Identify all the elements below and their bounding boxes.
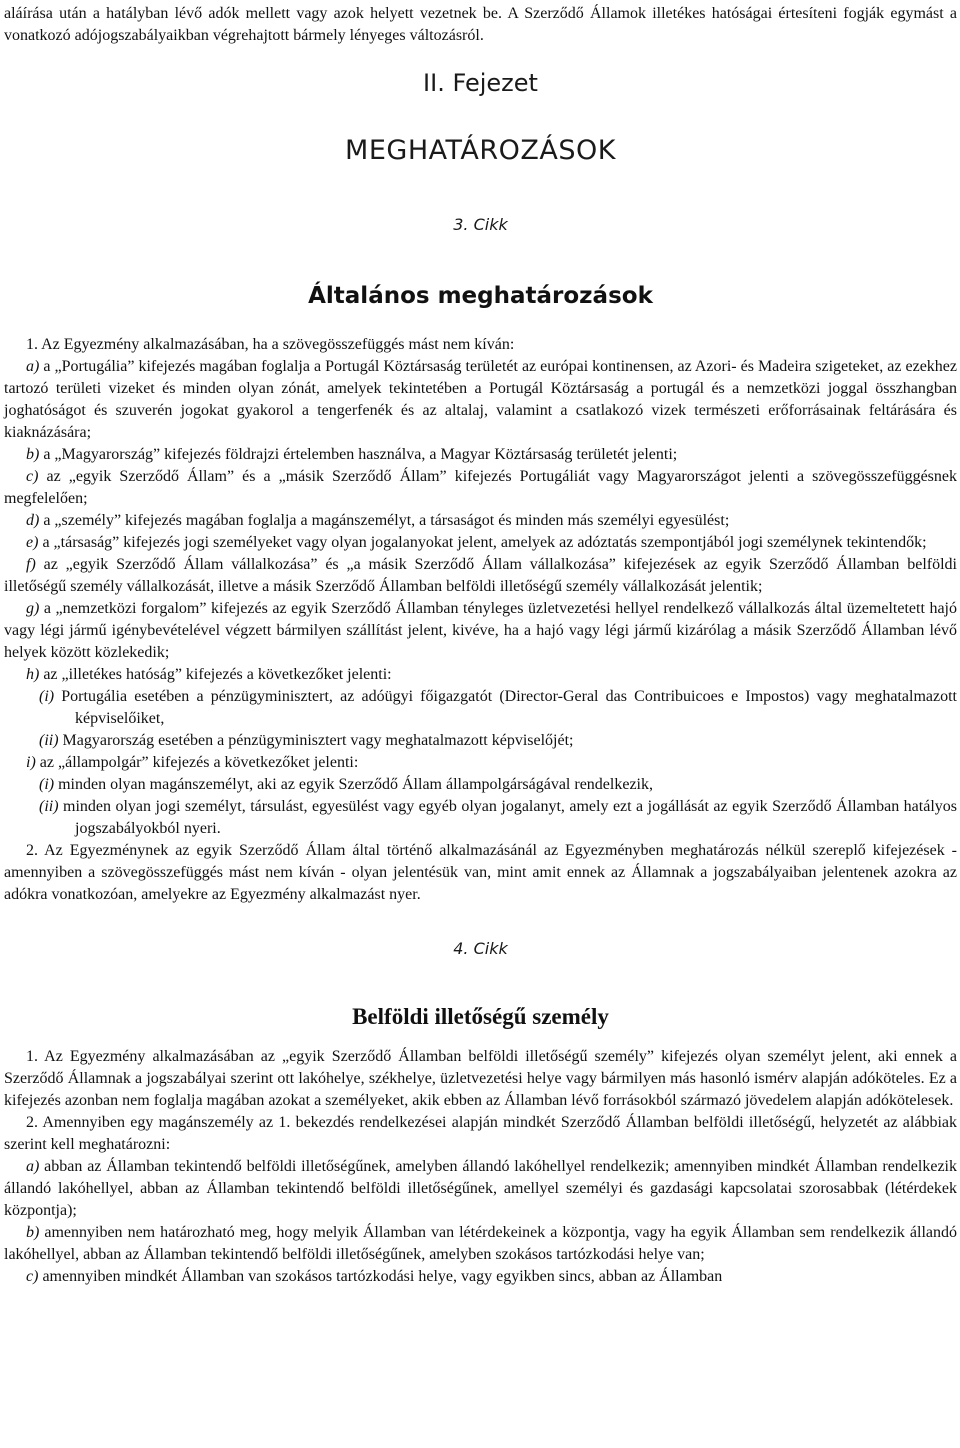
article-4-paragraph-1: 1. Az Egyezmény alkalmazásában az „egyik Szerződő Államban belföldi illetőségű személy” kifejezés olyan személyt jelent, aki ennek a Szerződő Államnak a jogszabályai szerint ott lakóhelye, székhelye, üzletvezetési helye vagy bármilyen más hasonló ismérv alapján adóköteles. Ez a kifejezés azonban nem foglalja magában azokat a személyeket, akik ebben az Államban lévő forrásokból származó jövedelem alapján adókötelesek. bbox=[4, 1048, 957, 1109]
article-3-label: 3. Cikk bbox=[453, 215, 508, 234]
residence-rule-a-label: a) bbox=[26, 1158, 40, 1175]
definition-i-sub-i-label: (i) bbox=[39, 776, 55, 793]
definition-g-label: g) bbox=[26, 600, 40, 617]
article-4-body bbox=[4, 1046, 957, 1288]
article-3-title: Általános meghatározások bbox=[308, 283, 653, 309]
article-4-title: Belföldi illetőségű személy bbox=[352, 1004, 609, 1029]
article-3-paragraph-2: 2. Az Egyezménynek az egyik Szerződő Állam által történő alkalmazásánál az Egyezményben meghatározás nélkül szereplő kifejezések - amennyiben a szövegösszefüggés mást nem kíván - olyan jelentésük van, mint amit ennek az Államnak a jogszabályaiban jelentenek azokra az adókra vonatkozóan, amelyekre az Egyezmény alkalmazást nyer. bbox=[4, 842, 957, 903]
definition-h-sub-i bbox=[4, 686, 957, 730]
residence-rule-a-text: abban az Államban tekintendő belföldi illetőségűnek, amelyben állandó lakóhellyel rendelkezik; amennyiben mindkét Államban rendelkezik állandó lakóhellyel, abban az Államban tekintendő belföldi illetőségűnek, amellyel személyi és gazdasági kapcsolatai szorosabbak (létérdekek központja); bbox=[4, 1158, 957, 1219]
definition-e-text: a „társaság” kifejezés jogi személyeket vagy olyan jogalanyokat jelent, amelyek az adóztatás szempontjából jogi személynek tekintendők; bbox=[38, 534, 927, 551]
residence-rule-b bbox=[4, 1222, 957, 1266]
residence-rule-b-label: b) bbox=[26, 1224, 40, 1241]
residence-rule-b-text: amennyiben nem határozható meg, hogy melyik Államban van létérdekeinek a központja, vagy ha egyik Államban sem rendelkezik állandó lakóhellyel, abban az Államban tekintendő belföldi illetőségűnek, amelyben szokásos tartózkodási helye van; bbox=[4, 1224, 957, 1263]
definition-h-label: h) bbox=[26, 666, 40, 683]
definition-i bbox=[4, 752, 957, 774]
residence-rule-c bbox=[4, 1266, 957, 1288]
definition-i-sub-ii-label: (ii) bbox=[39, 798, 59, 815]
definition-h-sub-i-text: Portugália esetében a pénzügyminisztert, az adóügyi főigazgatót (Director-Geral das Contribuicoes e Impostos) vagy meghatalmazott képviselőiket, bbox=[54, 688, 957, 727]
article-3-body bbox=[4, 334, 957, 906]
definition-g bbox=[4, 598, 957, 664]
definition-c bbox=[4, 466, 957, 510]
definition-c-text: az „egyik Szerződő Állam” és a „másik Szerződő Állam” kifejezés Portugáliát vagy Magyarországot jelenti a szövegösszefüggésnek megfelelően; bbox=[4, 468, 957, 507]
definition-b-text: a „Magyarország” kifejezés földrajzi értelemben használva, a Magyar Köztársaság területét jelenti; bbox=[39, 446, 678, 463]
chapter-number: II. Fejezet bbox=[423, 69, 538, 97]
definition-i-sub-i-text: minden olyan magánszemélyt, aki az egyik Szerződő Állam állampolgárságával rendelkezik, bbox=[54, 776, 653, 793]
definition-d-label: d) bbox=[26, 512, 40, 529]
document-page bbox=[4, 3, 957, 1288]
definition-i-text: az „állampolgár” kifejezés a következőket jelenti: bbox=[35, 754, 359, 771]
definition-d-text: a „személy” kifejezés magában foglalja a magánszemélyt, a társaságot és minden más személyi egyesülést; bbox=[39, 512, 730, 529]
definition-h-sub-ii-text: Magyarország esetében a pénzügyminisztert vagy meghatalmazott képviselőjét; bbox=[58, 732, 574, 749]
definition-h-sub-ii bbox=[4, 730, 957, 752]
chapter-title: MEGHATÁROZÁSOK bbox=[345, 135, 616, 166]
definition-f bbox=[4, 554, 957, 598]
article-4-label: 4. Cikk bbox=[453, 939, 508, 958]
definition-f-label: f) bbox=[26, 556, 36, 573]
residence-rule-c-text: amennyiben mindkét Államban van szokásos tartózkodási helye, vagy egyikben sincs, abban az Államban bbox=[38, 1268, 723, 1285]
definition-h-sub-ii-label: (ii) bbox=[39, 732, 59, 749]
intro-paragraph: aláírása után a hatályban lévő adók mellett vagy azok helyett vezetnek be. A Szerződő Államok illetékes hatóságai értesíteni fogják egymást a vonatkozó adójogszabályaikban végrehajtott bármely lényeges változásról. bbox=[4, 5, 957, 44]
residence-rule-c-label: c) bbox=[26, 1268, 39, 1285]
definition-h-text: az „illetékes hatóság” kifejezés a következőket jelenti: bbox=[39, 666, 392, 683]
definition-i-label: i) bbox=[26, 754, 36, 771]
definition-b bbox=[4, 444, 957, 466]
definition-a bbox=[4, 356, 957, 444]
definition-a-text: a „Portugália” kifejezés magában foglalja a Portugál Köztársaság területét az európai kontinensen, az Azori- és Madeira szigeteket, az ezekhez tartozó területi vizeket és minden olyan zónát, amelyek tekintetében a Portugál Köztársaság a portugál és a nemzetközi joggal összhangban joghatóságot és szuverén jogokat gyakorol a tengerfenék és az altalaj, valamint a csatlakozó vizek természeti erőforrásainak feltárására és kiaknázására; bbox=[4, 358, 957, 441]
definition-d bbox=[4, 510, 957, 532]
definition-b-label: b) bbox=[26, 446, 40, 463]
definition-c-label: c) bbox=[26, 468, 39, 485]
article-3-paragraph-1: 1. Az Egyezmény alkalmazásában, ha a szövegösszefüggés mást nem kíván: bbox=[26, 336, 515, 353]
definition-e bbox=[4, 532, 957, 554]
article-4-paragraph-2: 2. Amennyiben egy magánszemély az 1. bekezdés rendelkezései alapján mindkét Szerződő Államban belföldi illetőségű, helyzetét az alábbiak szerint kell meghatározni: bbox=[4, 1114, 957, 1153]
residence-rule-a bbox=[4, 1156, 957, 1222]
definition-g-text: a „nemzetközi forgalom” kifejezés az egyik Szerződő Államban tényleges üzletvezetési hellyel rendelkező vállalkozás által üzemeltetett hajó vagy légi jármű igénybevételével végzett bármilyen szállítást jelent, kivéve, ha a hajó vagy légi jármű kizárólag a másik Szerződő Államban lévő helyek között közlekedik; bbox=[4, 600, 957, 661]
definition-h bbox=[4, 664, 957, 686]
definition-a-label: a) bbox=[26, 358, 40, 375]
definition-h-sub-i-label: (i) bbox=[39, 688, 55, 705]
definition-i-sub-ii bbox=[4, 796, 957, 840]
definition-e-label: e) bbox=[26, 534, 39, 551]
definition-i-sub-i bbox=[4, 774, 957, 796]
definition-i-sub-ii-text: minden olyan jogi személyt, társulást, egyesülést vagy egyéb olyan jogalanyt, amely ezt a jogállását az egyik Szerződő Államban hatályos jogszabályokból nyeri. bbox=[58, 798, 957, 837]
definition-f-text: az „egyik Szerződő Állam vállalkozása” és „a másik Szerződő Állam vállalkozása” kifejezések az egyik Szerződő Államban belföldi illetőségű személy vállalkozását, illetve a másik Szerződő Államban belföldi illetőségű személy vállalkozását jelentik; bbox=[4, 556, 957, 595]
